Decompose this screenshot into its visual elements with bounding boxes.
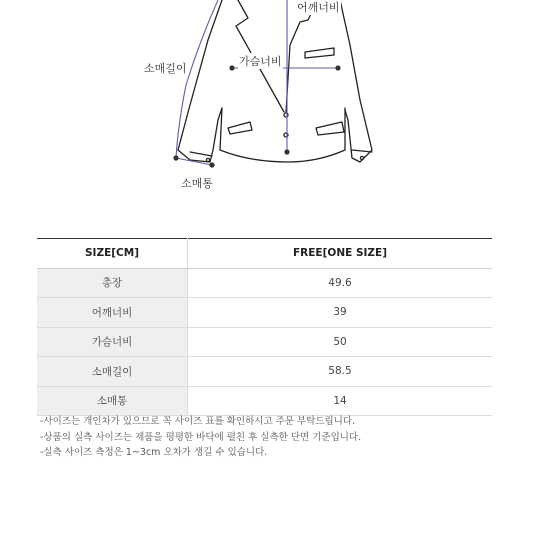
note-line: -상품의 실측 사이즈는 제품을 평평한 바닥에 펼친 후 실측한 단면 기준입니다. xyxy=(40,431,362,443)
free-size-column-header: FREE[ONE SIZE] xyxy=(188,239,493,269)
row-label: 가슴너비 xyxy=(37,327,188,357)
note-line: -사이즈는 개인차가 있으므로 꼭 사이즈 표를 확인하시고 주문 부탁드립니다. xyxy=(40,416,356,427)
row-label: 총장 xyxy=(37,268,188,298)
row-label: 어깨너비 xyxy=(37,298,188,328)
sleeve-length-label: 소매길이 xyxy=(144,62,187,75)
jacket-illustration xyxy=(0,0,559,200)
table-row xyxy=(37,386,492,416)
size-column-header: SIZE[CM] xyxy=(37,239,188,269)
row-label: 소매길이 xyxy=(37,357,188,387)
jacket-measurement-diagram xyxy=(0,0,559,200)
table-row xyxy=(37,298,492,328)
row-value: 14 xyxy=(188,386,493,416)
row-value: 49.6 xyxy=(188,268,493,298)
sleeve-width-label: 소매통 xyxy=(181,177,213,190)
size-table xyxy=(37,238,492,416)
row-value: 50 xyxy=(188,327,493,357)
row-value: 39 xyxy=(188,298,493,328)
note-line: -실측 사이즈 측정은 1~3cm 오차가 생길 수 있습니다. xyxy=(40,447,268,458)
table-header-row xyxy=(37,239,492,269)
chest-width-label: 가슴너비 xyxy=(239,55,282,68)
shoulder-width-label: 어깨너비 xyxy=(297,1,340,14)
table-row xyxy=(37,357,492,387)
table-row xyxy=(37,327,492,357)
row-label: 소매통 xyxy=(37,386,188,416)
row-value: 58.5 xyxy=(188,357,493,387)
size-notes xyxy=(40,414,361,461)
table-row xyxy=(37,268,492,298)
